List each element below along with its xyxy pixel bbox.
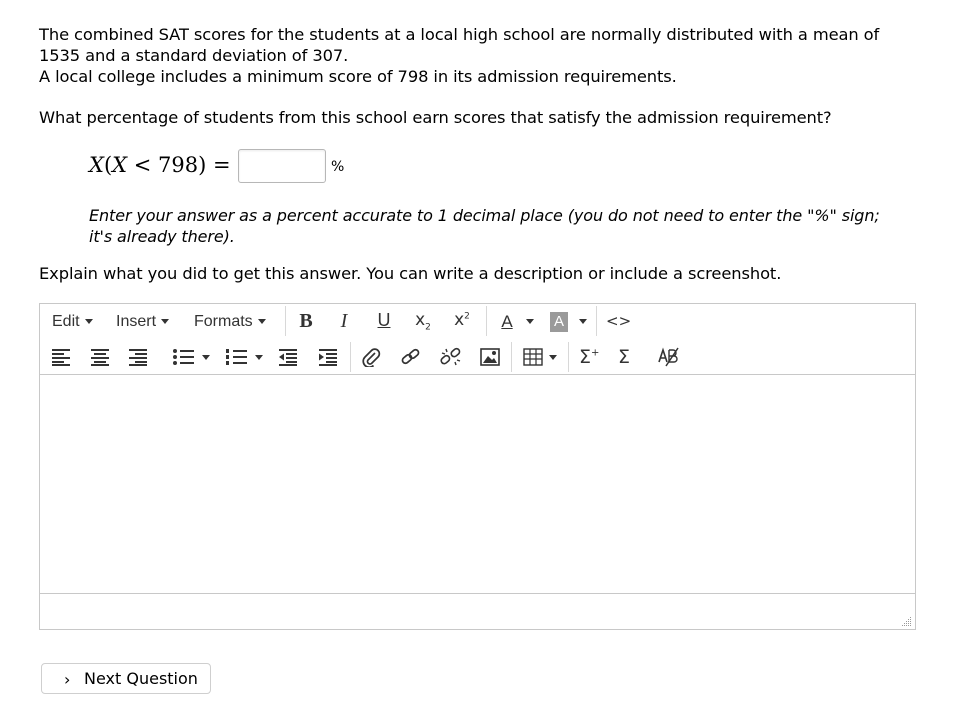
menu-edit-label: Edit bbox=[52, 313, 80, 330]
toolbar-divider bbox=[596, 306, 597, 336]
image-icon bbox=[480, 348, 500, 366]
align-right-button[interactable] bbox=[129, 348, 149, 366]
unlink-icon bbox=[440, 347, 462, 367]
align-center-button[interactable] bbox=[91, 348, 111, 366]
hint-line-2: it's already there). bbox=[89, 227, 235, 246]
chevron-down-icon bbox=[258, 319, 266, 324]
toolbar-divider bbox=[350, 342, 351, 372]
outdent-icon bbox=[279, 348, 299, 366]
align-left-button[interactable] bbox=[52, 348, 72, 366]
menu-insert[interactable] bbox=[116, 313, 169, 331]
toolbar-divider bbox=[568, 342, 569, 372]
chevron-down-icon bbox=[161, 319, 169, 324]
insert-link-button[interactable] bbox=[400, 347, 422, 367]
answer-hint bbox=[89, 205, 909, 247]
background-color-button[interactable]: A bbox=[550, 312, 568, 332]
chevron-down-icon bbox=[85, 319, 93, 324]
underline-button[interactable]: U bbox=[377, 310, 391, 330]
rich-text-editor bbox=[39, 303, 916, 630]
resize-handle-icon[interactable] bbox=[902, 617, 912, 627]
hint-line-1: Enter your answer as a percent accurate to 1 decimal place (you do not need to enter the "%" sign; bbox=[89, 206, 880, 225]
menu-edit[interactable] bbox=[52, 313, 93, 331]
question-line-1: The combined SAT scores for the students at a local high school are normally distributed with a mean of bbox=[39, 25, 880, 44]
numbered-list-button[interactable] bbox=[226, 348, 248, 366]
insert-image-button[interactable] bbox=[480, 348, 500, 366]
expr-equals: = bbox=[206, 153, 231, 177]
text-color-button[interactable]: A bbox=[501, 312, 513, 331]
question-line-3: A local college includes a minimum score of 798 in its admission requirements. bbox=[39, 67, 677, 86]
answer-input[interactable] bbox=[238, 149, 326, 183]
attach-button[interactable] bbox=[361, 347, 381, 367]
align-left-icon bbox=[52, 348, 72, 366]
menu-formats[interactable] bbox=[194, 313, 266, 331]
expr-rest: < 798) bbox=[127, 153, 207, 177]
bullet-list-icon bbox=[173, 348, 195, 366]
code-view-button[interactable]: <> bbox=[606, 312, 632, 330]
toolbar-divider bbox=[511, 342, 512, 372]
equation-editor-button[interactable]: Σ bbox=[618, 346, 631, 368]
spellcheck-icon bbox=[658, 347, 680, 367]
chevron-down-icon[interactable] bbox=[579, 319, 587, 324]
question-line-2: 1535 and a standard deviation of 307. bbox=[39, 46, 349, 65]
table-icon bbox=[523, 348, 543, 366]
probability-expression bbox=[89, 153, 231, 177]
toolbar-divider bbox=[285, 306, 286, 336]
spell-check-button[interactable] bbox=[658, 347, 680, 367]
explain-prompt: Explain what you did to get this answer. You can write a description or include a screenshot. bbox=[39, 264, 782, 283]
insert-table-button[interactable] bbox=[523, 348, 543, 366]
bold-button[interactable]: B bbox=[299, 310, 313, 332]
question-text bbox=[39, 24, 919, 87]
indent-icon bbox=[319, 348, 339, 366]
editor-statusbar bbox=[40, 593, 915, 630]
next-question-button[interactable] bbox=[41, 663, 211, 694]
align-right-icon bbox=[129, 348, 149, 366]
subscript-button[interactable]: $x_2$ bbox=[415, 310, 431, 333]
chevron-down-icon[interactable] bbox=[202, 355, 210, 360]
menu-formats-label: Formats bbox=[194, 313, 253, 330]
editor-toolbar-top bbox=[40, 304, 915, 340]
percent-unit: % bbox=[331, 159, 345, 175]
editor-toolbar-bottom bbox=[40, 340, 915, 375]
expr-prefix: ( bbox=[103, 153, 113, 177]
bullet-list-button[interactable] bbox=[173, 348, 195, 366]
chevron-down-icon[interactable] bbox=[255, 355, 263, 360]
editor-content-area[interactable] bbox=[40, 375, 915, 593]
paperclip-icon bbox=[361, 347, 381, 367]
expr-variable-p: X bbox=[89, 153, 104, 177]
outdent-button[interactable] bbox=[279, 348, 299, 366]
chevron-right-icon: › bbox=[64, 670, 71, 689]
toolbar-divider bbox=[486, 306, 487, 336]
chevron-down-icon[interactable] bbox=[549, 355, 557, 360]
align-center-icon bbox=[91, 348, 111, 366]
remove-link-button[interactable] bbox=[440, 347, 462, 367]
menu-insert-label: Insert bbox=[116, 313, 157, 330]
link-icon bbox=[400, 347, 422, 367]
question-prompt: What percentage of students from this school earn scores that satisfy the admission requirement? bbox=[39, 108, 832, 127]
chevron-down-icon[interactable] bbox=[526, 319, 534, 324]
superscript-button[interactable]: $x^2$ bbox=[454, 310, 470, 330]
next-question-label: Next Question bbox=[84, 669, 198, 688]
expr-variable: X bbox=[112, 153, 128, 177]
indent-button[interactable] bbox=[319, 348, 339, 366]
italic-button[interactable]: I bbox=[340, 310, 348, 332]
insert-math-button[interactable]: Σ+ bbox=[579, 346, 600, 368]
numbered-list-icon bbox=[226, 348, 248, 366]
